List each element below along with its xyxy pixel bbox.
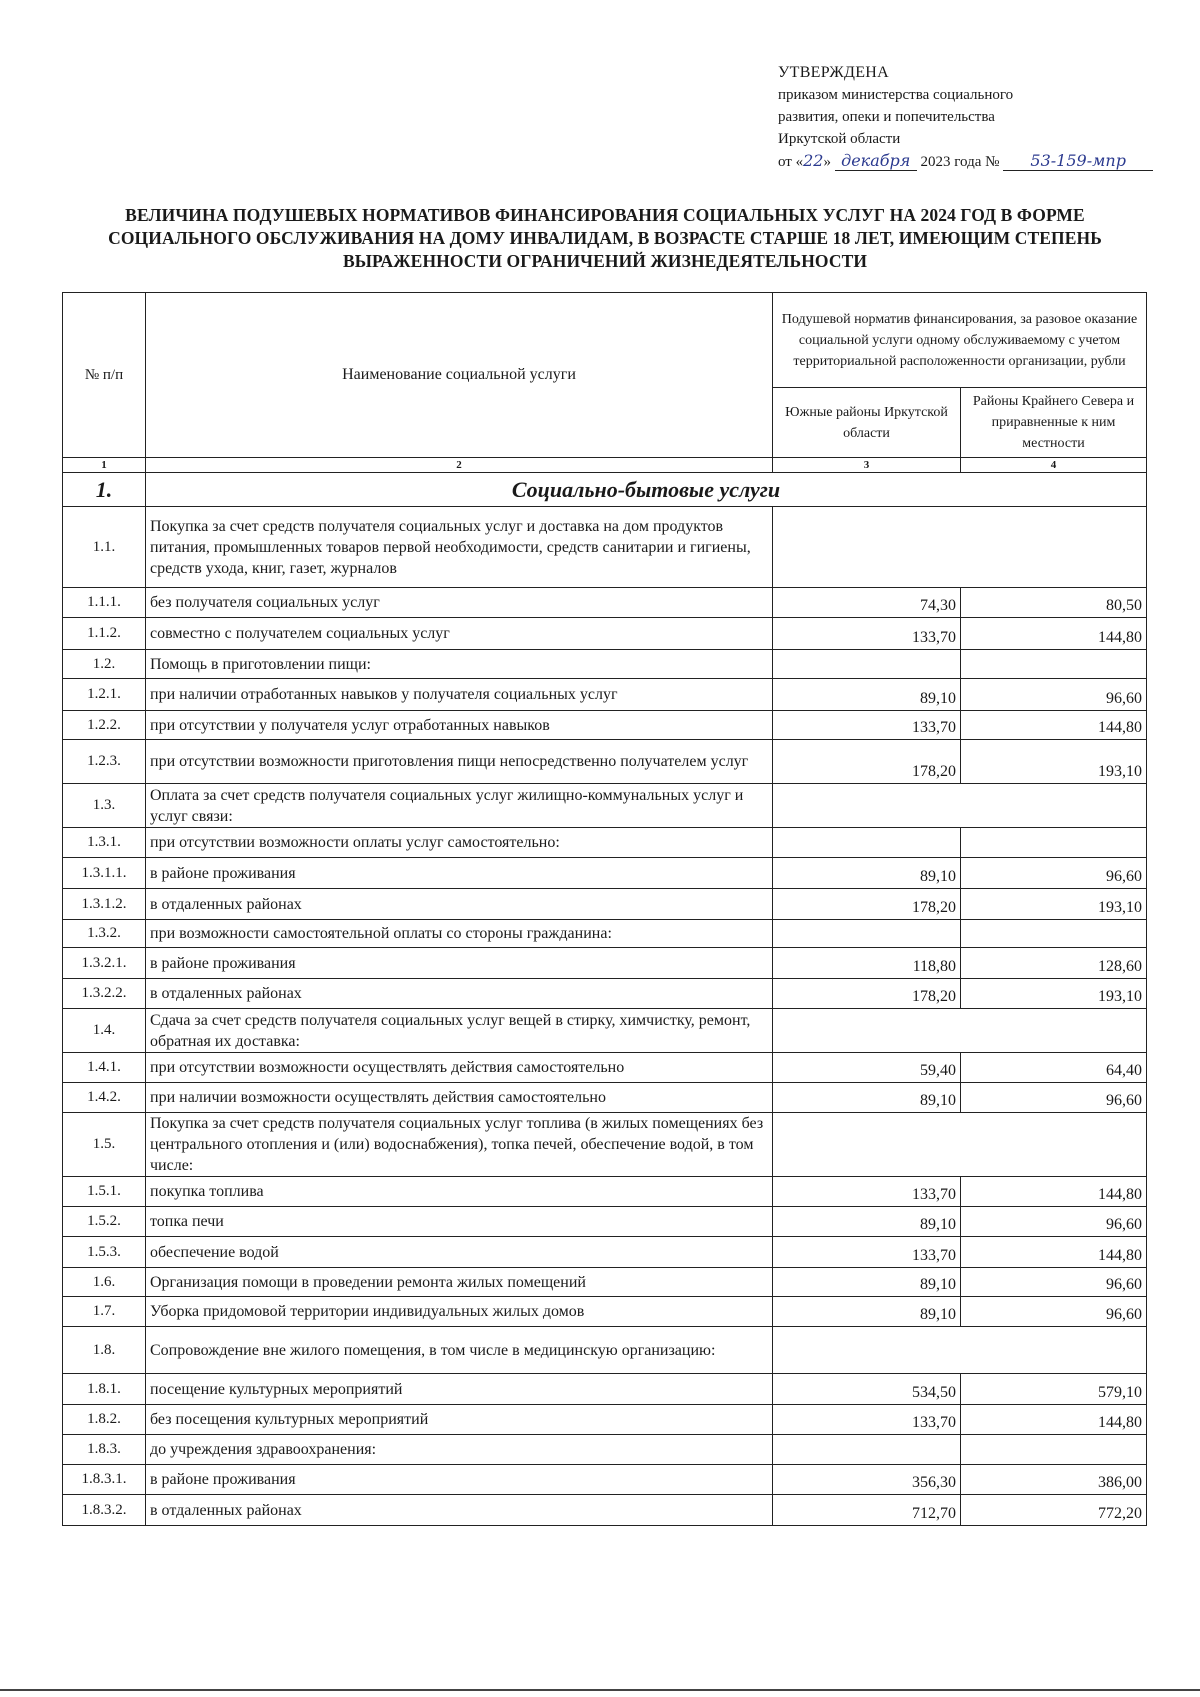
- row-service-name: при отсутствии возможности осуществлять действия самостоятельно: [146, 1053, 773, 1083]
- row-value-north: 386,00: [961, 1465, 1147, 1495]
- approval-heading: УТВЕРЖДЕНА: [778, 64, 890, 81]
- table-row: [63, 588, 1147, 618]
- column-number-1: 1: [63, 458, 146, 473]
- row-value-north: 144,80: [961, 1237, 1147, 1268]
- row-number: 1.3.2.: [63, 920, 146, 948]
- table-row: [63, 1327, 1147, 1374]
- row-number: 1.1.1.: [63, 588, 146, 618]
- row-service-name: в районе проживания: [146, 858, 773, 889]
- row-number: 1.1.: [63, 507, 146, 588]
- row-value-south: [773, 1435, 961, 1465]
- row-value-north: 772,20: [961, 1495, 1147, 1526]
- row-empty-values: [773, 784, 1147, 828]
- row-service-name: Сдача за счет средств получателя социальных услуг вещей в стирку, химчистку, ремонт, обратная их доставка:: [146, 1009, 773, 1053]
- row-value-north: 64,40: [961, 1053, 1147, 1083]
- row-value-south: 118,80: [773, 948, 961, 979]
- table-row: [63, 740, 1147, 784]
- row-empty-values: [773, 1327, 1147, 1374]
- handwritten-month: декабря: [835, 152, 917, 171]
- row-empty-values: [773, 507, 1147, 588]
- row-value-north: 128,60: [961, 948, 1147, 979]
- page-bottom-rule: [0, 1689, 1200, 1691]
- row-number: 1.6.: [63, 1268, 146, 1297]
- header-south-regions: Южные районы Иркутской области: [773, 388, 961, 458]
- row-value-south: 133,70: [773, 711, 961, 740]
- row-value-north: [961, 828, 1147, 858]
- row-number: 1.7.: [63, 1297, 146, 1327]
- row-service-name: Организация помощи в проведении ремонта жилых помещений: [146, 1268, 773, 1297]
- row-value-south: 712,70: [773, 1495, 961, 1526]
- table-row: [63, 1053, 1147, 1083]
- table-row: [63, 1009, 1147, 1053]
- row-number: 1.5.2.: [63, 1207, 146, 1237]
- row-number: 1.8.2.: [63, 1405, 146, 1435]
- table-row: [63, 650, 1147, 679]
- table-row: [63, 711, 1147, 740]
- row-value-north: [961, 920, 1147, 948]
- row-value-south: 59,40: [773, 1053, 961, 1083]
- header-normative-group: Подушевой норматив финансирования, за разовое оказание социальной услуги одному обслуживаемому с учетом территориальной расположенности организации, рубли: [773, 293, 1147, 388]
- row-service-name: при отсутствии возможности оплаты услуг самостоятельно:: [146, 828, 773, 858]
- row-number: 1.8.3.2.: [63, 1495, 146, 1526]
- row-value-south: 74,30: [773, 588, 961, 618]
- row-value-south: 178,20: [773, 889, 961, 920]
- table-row: [63, 1435, 1147, 1465]
- row-number: 1.1.2.: [63, 618, 146, 650]
- row-value-south: 178,20: [773, 740, 961, 784]
- row-number: 1.3.1.2.: [63, 889, 146, 920]
- row-value-north: 144,80: [961, 711, 1147, 740]
- row-value-north: 96,60: [961, 858, 1147, 889]
- approval-region-line: Иркутской области: [778, 131, 901, 147]
- row-service-name: при наличии возможности осуществлять действия самостоятельно: [146, 1083, 773, 1113]
- table-row: [63, 1268, 1147, 1297]
- row-value-north: 193,10: [961, 740, 1147, 784]
- row-value-north: 96,60: [961, 679, 1147, 711]
- row-value-south: 133,70: [773, 1177, 961, 1207]
- handwritten-order-number: 53-159-мпр: [1003, 152, 1153, 171]
- row-number: 1.2.3.: [63, 740, 146, 784]
- row-service-name: при отсутствии возможности приготовления пищи непосредственно получателем услуг: [146, 740, 773, 784]
- handwritten-day: 22: [803, 151, 824, 170]
- row-service-name: посещение культурных мероприятий: [146, 1374, 773, 1405]
- section-number: 1.: [63, 473, 146, 507]
- header-north-regions: Районы Крайнего Севера и приравненные к ним местности: [961, 388, 1147, 458]
- table-row: [63, 1495, 1147, 1526]
- table-row: [63, 507, 1147, 588]
- row-value-north: 96,60: [961, 1083, 1147, 1113]
- table-row: [63, 679, 1147, 711]
- row-number: 1.8.3.: [63, 1435, 146, 1465]
- row-number: 1.3.2.2.: [63, 979, 146, 1009]
- row-number: 1.4.: [63, 1009, 146, 1053]
- row-value-south: 89,10: [773, 679, 961, 711]
- row-service-name: в отдаленных районах: [146, 889, 773, 920]
- table-row: [63, 858, 1147, 889]
- row-service-name: до учреждения здравоохранения:: [146, 1435, 773, 1465]
- row-service-name: Сопровождение вне жилого помещения, в том числе в медицинскую организацию:: [146, 1327, 773, 1374]
- row-service-name: Покупка за счет средств получателя социальных услуг топлива (в жилых помещениях без центрального отопления и (или) водоснабжения), топка печей, обеспечение водой, в том числе:: [146, 1113, 773, 1177]
- row-service-name: обеспечение водой: [146, 1237, 773, 1268]
- row-number: 1.4.2.: [63, 1083, 146, 1113]
- row-value-north: [961, 1435, 1147, 1465]
- table-row: [63, 1113, 1147, 1177]
- row-service-name: в районе проживания: [146, 1465, 773, 1495]
- row-empty-values: [773, 1113, 1147, 1177]
- row-service-name: топка печи: [146, 1207, 773, 1237]
- row-value-north: 96,60: [961, 1207, 1147, 1237]
- table-row: [63, 618, 1147, 650]
- row-number: 1.3.1.: [63, 828, 146, 858]
- column-number-4: 4: [961, 458, 1147, 473]
- row-service-name: в отдаленных районах: [146, 1495, 773, 1526]
- column-number-2: 2: [146, 458, 773, 473]
- row-value-north: 144,80: [961, 1177, 1147, 1207]
- row-value-south: 534,50: [773, 1374, 961, 1405]
- row-value-south: 178,20: [773, 979, 961, 1009]
- header-number: № п/п: [63, 293, 146, 458]
- row-number: 1.4.1.: [63, 1053, 146, 1083]
- row-value-north: 144,80: [961, 618, 1147, 650]
- section-row: [63, 473, 1147, 507]
- row-service-name: Покупка за счет средств получателя социальных услуг и доставка на дом продуктов питания, промышленных товаров первой необходимости, средств санитарии и гигиены, средств ухода, книг, газет, журналов: [146, 507, 773, 588]
- row-number: 1.8.1.: [63, 1374, 146, 1405]
- table-row: [63, 948, 1147, 979]
- normatives-table: [62, 292, 1147, 1526]
- table-row: [63, 784, 1147, 828]
- row-value-south: 133,70: [773, 1237, 961, 1268]
- row-value-south: 133,70: [773, 1405, 961, 1435]
- table-row: [63, 828, 1147, 858]
- table-row: [63, 920, 1147, 948]
- row-service-name: в районе проживания: [146, 948, 773, 979]
- row-value-north: 144,80: [961, 1405, 1147, 1435]
- table-row: [63, 889, 1147, 920]
- row-number: 1.2.1.: [63, 679, 146, 711]
- row-service-name: Оплата за счет средств получателя социальных услуг жилищно-коммунальных услуг и услуг связи:: [146, 784, 773, 828]
- row-service-name: в отдаленных районах: [146, 979, 773, 1009]
- row-number: 1.2.: [63, 650, 146, 679]
- row-value-south: 356,30: [773, 1465, 961, 1495]
- row-service-name: Уборка придомовой территории индивидуальных жилых домов: [146, 1297, 773, 1327]
- approval-block: [778, 62, 1178, 173]
- row-number: 1.3.: [63, 784, 146, 828]
- column-number-3: 3: [773, 458, 961, 473]
- row-number: 1.8.3.1.: [63, 1465, 146, 1495]
- table-row: [63, 1465, 1147, 1495]
- row-value-north: 579,10: [961, 1374, 1147, 1405]
- row-number: 1.5.1.: [63, 1177, 146, 1207]
- approval-date-line: от «22» декабря 2023 года № 53-159-мпр: [778, 150, 1178, 173]
- row-value-south: 133,70: [773, 618, 961, 650]
- table-row: [63, 1374, 1147, 1405]
- table-row: [63, 1237, 1147, 1268]
- row-number: 1.2.2.: [63, 711, 146, 740]
- row-value-south: [773, 920, 961, 948]
- row-service-name: совместно с получателем социальных услуг: [146, 618, 773, 650]
- approval-order-line: приказом министерства социального: [778, 87, 1014, 103]
- row-number: 1.5.: [63, 1113, 146, 1177]
- row-number: 1.3.1.1.: [63, 858, 146, 889]
- row-service-name: Помощь в приготовлении пищи:: [146, 650, 773, 679]
- row-value-south: 89,10: [773, 1207, 961, 1237]
- row-value-north: 193,10: [961, 979, 1147, 1009]
- row-value-north: [961, 650, 1147, 679]
- table-row: [63, 1405, 1147, 1435]
- row-value-south: [773, 650, 961, 679]
- table-row: [63, 1297, 1147, 1327]
- approval-ministry-line: развития, опеки и попечительства: [778, 109, 995, 125]
- row-value-south: 89,10: [773, 1297, 961, 1327]
- row-number: 1.5.3.: [63, 1237, 146, 1268]
- row-service-name: при возможности самостоятельной оплаты со стороны гражданина:: [146, 920, 773, 948]
- header-service-name: Наименование социальной услуги: [146, 293, 773, 458]
- row-service-name: покупка топлива: [146, 1177, 773, 1207]
- row-value-north: 96,60: [961, 1297, 1147, 1327]
- row-service-name: без получателя социальных услуг: [146, 588, 773, 618]
- row-service-name: при наличии отработанных навыков у получателя социальных услуг: [146, 679, 773, 711]
- row-value-south: 89,10: [773, 1268, 961, 1297]
- row-value-south: [773, 828, 961, 858]
- table-row: [63, 1083, 1147, 1113]
- row-service-name: без посещения культурных мероприятий: [146, 1405, 773, 1435]
- row-value-north: 193,10: [961, 889, 1147, 920]
- row-value-south: 89,10: [773, 858, 961, 889]
- table-row: [63, 1207, 1147, 1237]
- section-title: Социально-бытовые услуги: [146, 473, 1147, 507]
- row-value-south: 89,10: [773, 1083, 961, 1113]
- table-row: [63, 979, 1147, 1009]
- document-title: ВЕЛИЧИНА ПОДУШЕВЫХ НОРМАТИВОВ ФИНАНСИРОВАНИЯ СОЦИАЛЬНЫХ УСЛУГ НА 2024 ГОД В ФОРМЕ СОЦИАЛЬНОГО ОБСЛУЖИВАНИЯ НА ДОМУ ИНВАЛИДАМ, В ВОЗРАСТЕ СТАРШЕ 18 ЛЕТ, ИМЕЮЩИМ СТЕПЕНЬ ВЫРАЖЕННОСТИ ОГРАНИЧЕНИЙ ЖИЗНЕДЕЯТЕЛЬНОСТИ: [108, 205, 1102, 271]
- row-number: 1.3.2.1.: [63, 948, 146, 979]
- table-row: [63, 1177, 1147, 1207]
- row-value-north: 80,50: [961, 588, 1147, 618]
- row-service-name: при отсутствии у получателя услуг отработанных навыков: [146, 711, 773, 740]
- row-number: 1.8.: [63, 1327, 146, 1374]
- row-empty-values: [773, 1009, 1147, 1053]
- row-value-north: 96,60: [961, 1268, 1147, 1297]
